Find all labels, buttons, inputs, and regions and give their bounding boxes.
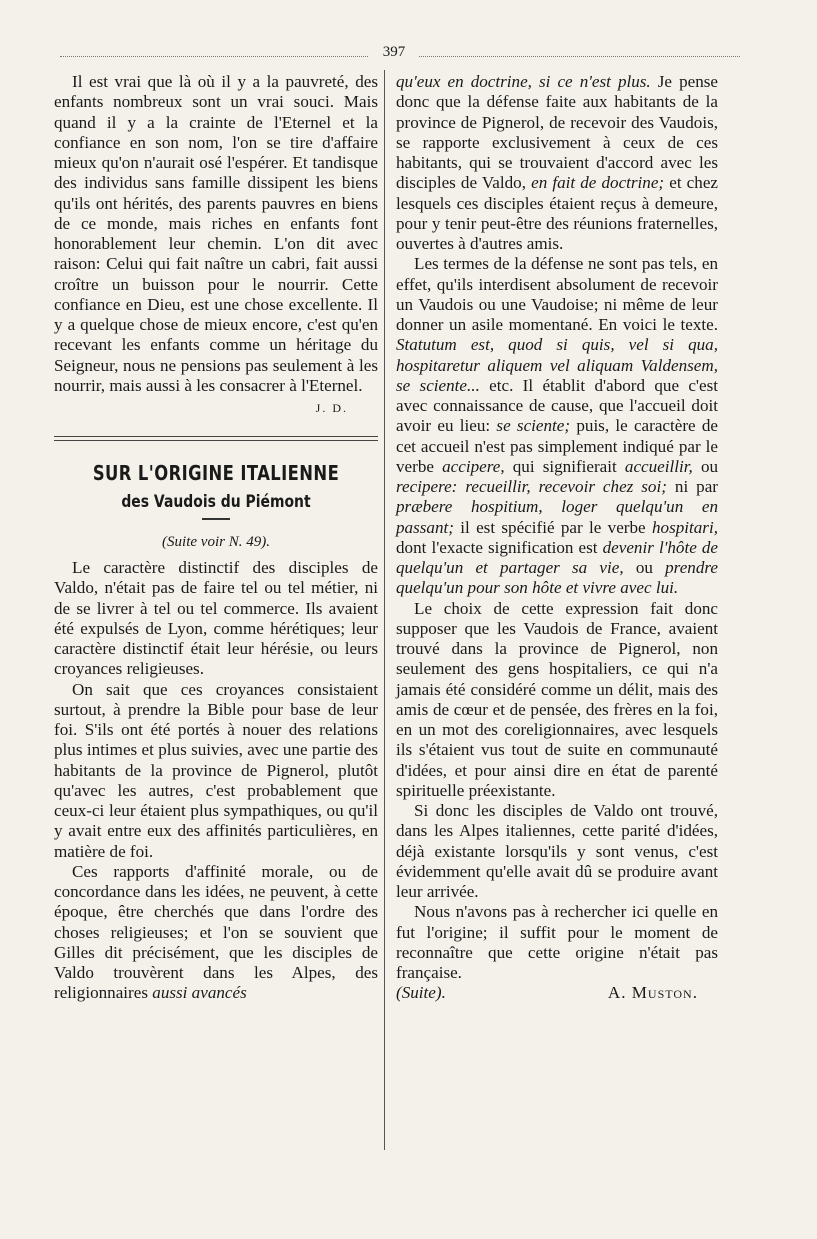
r2-text-j: ni par: [674, 477, 718, 496]
r2-latin-quote: Statutum est, quod si quis, vel si qua, hospitaretur aliquem vel aliquam Valdensem, se sciente...: [396, 335, 718, 395]
r2-text-a: Les termes de la défense ne sont pas tels, en effet, qu'ils interdisent absolument de recevoir un Vaudois ou une Vaudoise; ni même de leur donner un asile momentané. En voici le texte.: [396, 254, 718, 334]
r2-text-h: ou: [700, 456, 719, 476]
article-paragraph-3: [54, 862, 378, 1004]
r1-text-c: et chez lesquels ces disciples étaient reçus à demeure, pour y tenir peut-être des réunions fraternelles, ouvertes à d'autres amis.: [396, 173, 718, 253]
r1-italic-a: qu'eux en doctrine, si ce n'est plus.: [396, 72, 651, 91]
right-paragraph-1: [396, 72, 718, 254]
right-paragraph-3: Le choix de cette expression fait donc supposer que les Vaudois de France, avaient trouvé dans la province de Pignerol, non seulement des gens hospitaliers, ce qui n'a jamais été considéré comme un délit, mais des amis de cœur et de pensée, des frères en la foi, en un mot des coreligionnaires, avec lesquels ils s'étaient vus tout de suite en communauté d'idées, et pour ainsi dire en état de parenté spirituelle préexistante.: [396, 598, 718, 800]
suite-label: (Suite).: [396, 983, 446, 1003]
article-paragraph-2: On sait que ces croyances consistaient surtout, à prendre la Bible pour base de leur foi. S'ils ont été portés à nouer des relations plus intimes et plus suivies, avec une partie des habitants de la province de Pignerol, plutôt qu'avec les autres, c'est probablement que ceux-ci leur étaient plus sympathiques, ou qu'il y avait entre eux des affinités particulières, en matière de foi.: [54, 679, 378, 861]
r1-text-a: Je pense donc que la défense faite aux habitants de la province de Pignerol, de recevoir des Vaudois, se rapporte exclusivement à ceux de ces habitants, qui se trouvaient d'accord avec les disciples de Valdo,: [396, 72, 718, 193]
r2-text-b: etc. Il établit d'abord que c'est avec connaissance de cause, que l'accueil doit avoir eu lieu:: [396, 375, 719, 436]
r1-italic-b: en fait de doctrine;: [531, 173, 665, 193]
right-paragraph-5: Nous n'avons pas à rechercher ici quelle en fut l'origine; il suffit pour le moment de reconnaître que cette origine n'était pas française.: [396, 902, 718, 982]
article-signoff: [396, 983, 718, 1003]
page-number: 397: [369, 44, 419, 61]
column-divider: [384, 70, 385, 1150]
article-paragraph-1: Le caractère distinctif des disciples de Valdo, n'était pas de faire tel ou tel métier, ni de se livrer à tel ou tel commerce. Ils avaient été expulsés de Lyon, comme hérétiques; leur caractère distinctif était leur hérésie, ou leurs croyances religieuses.: [54, 558, 378, 679]
intro-paragraph: Il est vrai que là où il y a la pauvreté, des enfants nombreux sont un vrai souci. Mais quand il y a la crainte de l'Eternel et la confiance en son nom, l'on se tire d'affaire mieux qu'on n'aurait osé l'espérer. Et tandisque des individus sans famille dissipent les biens qu'ils ont hérités, des parents pauvres en biens de ce monde, mais riches en enfants font honorablement leur chemin. L'on dit avec raison: Celui qui fait naître un cabri, fait aussi croître un buisson pour le nourrir. Cette confiance en Dieu, est une chose excellente. Il y a quelque chose de mieux encore, c'est qu'en recevant les enfants comme un héritage du Seigneur, nous ne pensions pas seulement à les nourrir, mais aussi à les consacrer à l'Eternel.: [54, 72, 378, 395]
intro-signature: J. D.: [315, 401, 348, 415]
r2-italic-c: se sciente;: [496, 416, 571, 436]
r2-italic-q: prendre quelqu'un pour son hôte et vivre avec lui.: [396, 558, 718, 598]
r2-text-f: qui signifierait: [512, 456, 617, 476]
article-subtitle: des Vaudois du Piémont: [121, 491, 311, 512]
paragraph-3-italic: aussi avancés: [152, 983, 247, 1003]
r2-italic-k: præbere hospitium, loger quelqu'un en passant;: [396, 497, 718, 537]
section-separator: [54, 436, 378, 441]
left-column: [54, 72, 378, 1004]
r2-italic-e: accipere,: [442, 456, 505, 476]
right-paragraph-4: Si donc les disciples de Valdo ont trouvé, dans les Alpes italiennes, cette parité d'idées, déjà existante lorsqu'ils y sont venus, c'est évidemment qu'elle avait dû se produire avant leur arrivée.: [396, 801, 718, 901]
r2-italic-m: hospitari,: [651, 517, 718, 537]
r2-italic-o: devenir l'hôte de quelqu'un et partager sa vie,: [396, 537, 718, 577]
author-name: A. Muston.: [607, 983, 698, 1003]
r2-text-d: puis, le caractère de cet accueil n'est pas simplement indiqué par le verbe: [396, 416, 719, 476]
r2-text-n: dont l'exacte signification est: [396, 537, 598, 557]
r2-italic-g: accueillir,: [624, 456, 693, 476]
article-title: SUR L'ORIGINE ITALIENNE: [92, 461, 340, 486]
r2-text-p: ou: [635, 558, 653, 577]
title-rule: [202, 518, 230, 520]
continued-note: (Suite voir N. 49).: [162, 533, 270, 550]
r2-text-l: il est spécifié par le verbe: [460, 517, 646, 537]
right-column: [396, 72, 718, 1004]
right-paragraph-2: [396, 254, 718, 598]
paragraph-3-text: Ces rapports d'affinité morale, ou de concordance dans les idées, ne peuvent, à cette époque, être cherchés que dans l'ordre des choses religieuses; et l'on se souvient que Gilles dit précisément, que les disciples de Valdo trouvèrent dans les Alpes, des religionnaires: [54, 861, 378, 1003]
r2-italic-i: recipere: recueillir, recevoir chez soi;: [396, 477, 667, 496]
